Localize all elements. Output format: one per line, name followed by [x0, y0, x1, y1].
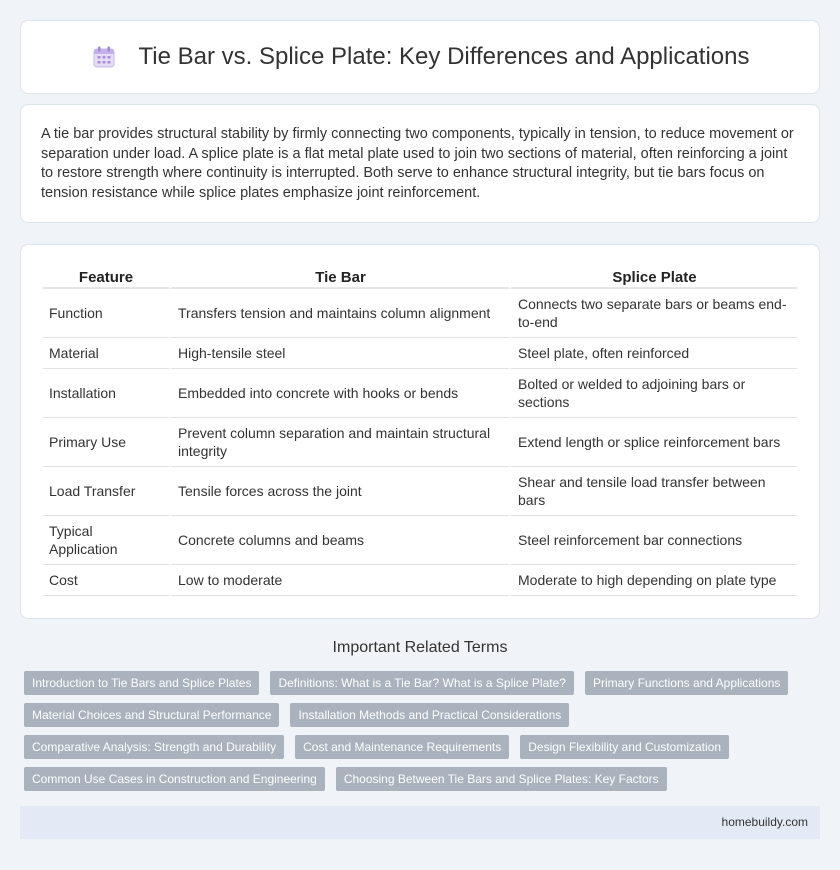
related-terms-list — [20, 671, 820, 791]
splice-plate-cell: Steel plate, often reinforced — [509, 338, 797, 369]
feature-cell: Load Transfer — [43, 467, 169, 516]
footer-site[interactable]: homebuildy.com — [721, 815, 808, 829]
splice-plate-cell: Steel reinforcement bar connections — [509, 516, 797, 565]
tie-bar-cell: High-tensile steel — [169, 338, 509, 369]
tie-bar-cell: Embedded into concrete with hooks or bends — [169, 369, 509, 418]
tie-bar-cell: Prevent column separation and maintain structural integrity — [169, 418, 509, 467]
calendar-icon — [91, 44, 117, 70]
page-title-text: Tie Bar vs. Splice Plate: Key Differences and Applications — [138, 43, 750, 70]
related-term-tag[interactable]: Material Choices and Structural Performance — [24, 703, 279, 727]
related-term-tag[interactable]: Definitions: What is a Tie Bar? What is a Splice Plate? — [270, 671, 573, 695]
feature-cell: Material — [43, 338, 169, 369]
table-header-row — [43, 263, 797, 289]
related-term-tag[interactable]: Installation Methods and Practical Considerations — [290, 703, 569, 727]
title-card — [20, 20, 820, 94]
splice-plate-cell: Extend length or splice reinforcement bars — [509, 418, 797, 467]
related-term-tag[interactable]: Choosing Between Tie Bars and Splice Plates: Key Factors — [336, 767, 667, 791]
table-row — [43, 418, 797, 467]
related-term-tag[interactable]: Primary Functions and Applications — [585, 671, 788, 695]
tie-bar-cell: Concrete columns and beams — [169, 516, 509, 565]
related-term-tag[interactable]: Comparative Analysis: Strength and Durability — [24, 735, 284, 759]
comparison-table — [43, 263, 797, 596]
related-term-tag[interactable]: Introduction to Tie Bars and Splice Plates — [24, 671, 259, 695]
intro-card — [20, 104, 820, 223]
feature-cell: Typical Application — [43, 516, 169, 565]
tie-bar-cell: Low to moderate — [169, 565, 509, 596]
related-term-tag[interactable]: Cost and Maintenance Requirements — [295, 735, 509, 759]
header-feature: Feature — [43, 263, 169, 289]
related-term-tag[interactable]: Common Use Cases in Construction and Engineering — [24, 767, 325, 791]
comparison-table-card — [20, 244, 820, 619]
table-row — [43, 467, 797, 516]
feature-cell: Installation — [43, 369, 169, 418]
table-row — [43, 516, 797, 565]
feature-cell: Primary Use — [43, 418, 169, 467]
splice-plate-cell: Connects two separate bars or beams end-to-end — [509, 289, 797, 338]
table-row — [43, 369, 797, 418]
header-tie-bar: Tie Bar — [169, 263, 509, 289]
related-terms-title: Important Related Terms — [332, 639, 508, 656]
table-row — [43, 289, 797, 338]
table-row — [43, 565, 797, 596]
intro-paragraph: A tie bar provides structural stability by firmly connecting two components, typically in tension, to reduce movement or separation under load. A splice plate is a flat metal plate used to join two sections of material, often reinforcing a joint to restore strength where continuity is interrupted. Both serve to enhance structural integrity, but tie bars focus on tension resistance while splice plates emphasize joint reinforcement. — [41, 126, 794, 201]
splice-plate-cell: Shear and tensile load transfer between bars — [509, 467, 797, 516]
footer — [20, 806, 820, 839]
splice-plate-cell: Moderate to high depending on plate type — [509, 565, 797, 596]
page-title — [91, 43, 750, 71]
feature-cell: Cost — [43, 565, 169, 596]
splice-plate-cell: Bolted or welded to adjoining bars or sections — [509, 369, 797, 418]
header-splice-plate: Splice Plate — [509, 263, 797, 289]
tie-bar-cell: Transfers tension and maintains column alignment — [169, 289, 509, 338]
tie-bar-cell: Tensile forces across the joint — [169, 467, 509, 516]
feature-cell: Function — [43, 289, 169, 338]
table-row — [43, 338, 797, 369]
related-term-tag[interactable]: Design Flexibility and Customization — [520, 735, 729, 759]
